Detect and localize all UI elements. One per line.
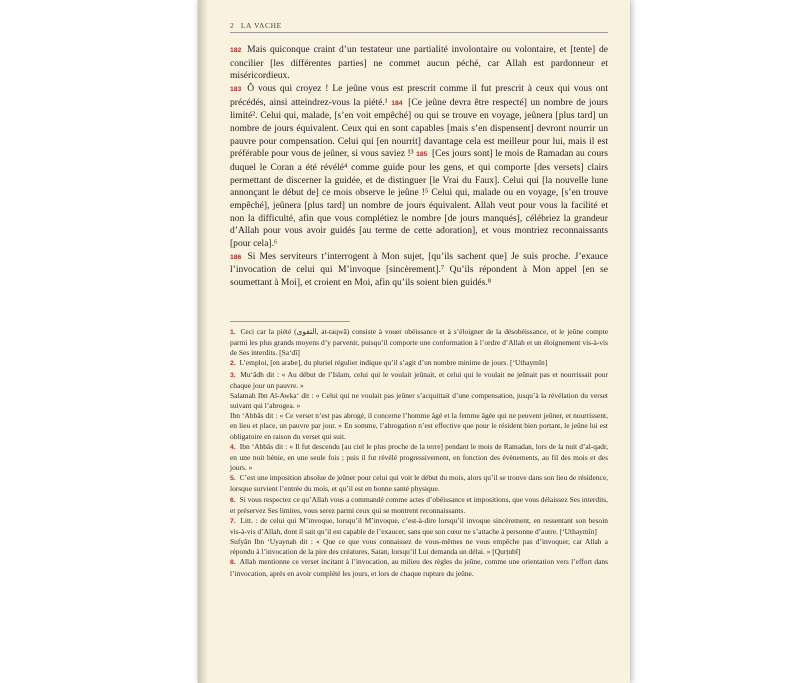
footnote-number: 2. bbox=[230, 360, 236, 368]
footnote-number: 7. bbox=[230, 517, 236, 525]
footnote-text: Ibn ‘Abbâs dit : « Ce verset n’est pas abrogé, il concerne l’homme âgé et la femme âgée qui ne peuvent jeûner, et nourrissent, en lieu et place, un pauvre par jour. » En somme, l’abrogation n’est effective que pour le résident bien portant, le jeûne lui est obligatoire en raison du verset qui suit. bbox=[230, 411, 608, 441]
verse-text bbox=[230, 44, 608, 289]
verse-body: [Ces jours sont] le mois de Ramadan au cours duquel le Coran a été révélé⁴ comme guide pour les gens, et qui comporte [des versets] clairs permettant de discerner la guidée, et de distinguer [le Vrai du Faux]. Celui qui [la nouvelle lune annonçant le début de] ce mois observe le jeûne !⁵ Celui qui, malade ou en voyage, [s’en trouve empêché], jeûnera [plus tard] un nombre de jours équivalent. Allah veut pour vous la facilité et non la difficulté, afin que vous complétiez le nombre [de jours manqués], célébriez la grandeur d’Allah pour vous avoir guidés [au terme de cette adoration], et vous montriez reconnaissants [pour cela].⁶ bbox=[230, 148, 609, 249]
verse-number: 185 bbox=[416, 151, 428, 159]
footnote bbox=[230, 473, 608, 494]
footnote-text: L’emploi, [en arabe], du pluriel régulier indique qu’il s’agit d’un nombre minime de jours. [‘Uthaymîn] bbox=[239, 358, 548, 368]
verse-body: [Ce jeûne devra être respecté] un nombre de jours limité². Celui qui, malade, [s’en voit empêché] ou qui se trouve en voyage, jeûnera [plus tard] un nombre de jours équivalent. Ceux qui en sont capables [mais s’en dispensent] devront nourrir un pauvre pour compensation. Celui qui [en nourrit] davantage cela est meilleur pour lui, mais il est préférable pour vous de jeûner, si vous saviez !³ bbox=[230, 96, 608, 160]
footnote bbox=[230, 537, 608, 557]
footnote bbox=[230, 358, 608, 369]
footnote-text: C’est une imposition absolue de jeûner pour celui qui voit le début du mois, alors qu’il se trouve dans son lieu de résidence, lorsque survient l’entrée du mois, et qu’il est en bonne santé physique. bbox=[230, 473, 609, 494]
footnote-number: 8. bbox=[230, 559, 236, 567]
verse-number: 183 bbox=[230, 85, 242, 93]
footnote-text: Mu‘âdh dit : « Au début de l’Islam, celui qui le voulait jeûnait, et celui qui le voulait ne jeûnait pas et nourrissait pour chaque jour un pauvre. » bbox=[230, 369, 608, 390]
footnote-rule bbox=[230, 321, 350, 322]
footnote bbox=[230, 516, 608, 537]
footnote-number: 1. bbox=[230, 329, 236, 336]
footnote-text: Allah mentionne ce verset incitant à l’invocation, au milieu des règles du jeûne, comme une orientation vers l’effort dans l’invocation, après en avoir complété les jours, et lors de chaque rupture du jeûne. bbox=[230, 557, 608, 578]
footnote bbox=[230, 495, 608, 516]
footnote bbox=[230, 370, 608, 391]
verse-paragraph bbox=[230, 251, 608, 290]
footnote-text: Ibn ‘Abbâs dit : « Il fut descendu [au ciel le plus proche de la terre] pendant le mois de Ramadan, lors de la nuit d’al-qadr, en une nuit bénie, en une seule fois ; puis il fut révélé progressivement, en fonction des évènements, au fil des mois et des jours. » bbox=[230, 441, 609, 473]
footnote-number: 6. bbox=[230, 496, 236, 504]
footnote-text: Salamah Ibn Al-Awka‘ dit : « Celui qui ne voulait pas jeûner s’acquittait d’une compensation, jusqu’à la révélation du verset suivant qui l’abrogea. » bbox=[230, 390, 608, 411]
verse-number: 186 bbox=[230, 253, 242, 261]
footnote-text: Si vous respectez ce qu’Allah vous a commandé comme actes d’obéissance et impositions, que vous délaissez Ses interdits, et préservez Ses limites, vous serez parmi ceux qui se montrent reconnaissants. bbox=[230, 494, 609, 515]
footnote bbox=[230, 557, 608, 578]
footnote-number: 4. bbox=[230, 443, 236, 451]
footnote bbox=[230, 411, 608, 441]
verse-paragraph bbox=[230, 44, 608, 83]
running-head bbox=[230, 21, 282, 30]
footnote bbox=[230, 391, 608, 411]
page-number: 2 bbox=[230, 21, 235, 30]
verse-body: Mais quiconque craint d’un testateur une partialité involontaire ou volontaire, et [tente] de concilier [les différentes parties] ne commet aucun péché, car Allah est pardonneur et miséricordieux. bbox=[230, 44, 608, 82]
footnote bbox=[230, 442, 608, 473]
footnotes bbox=[230, 327, 608, 579]
verse-number: 182 bbox=[230, 47, 242, 54]
footnote-text: Litt. : de celui qui M’invoque, lorsqu’il M’invoque, c’est-à-dire lorsqu’il invoque sincèrement, en ressentant son besoin vis-à-vis d’Allah, dont il sait qu’il est capable de l’exaucer, sans que son cœur ne s’attache à personne d’autre. [‘Uthaymîn] bbox=[230, 515, 609, 536]
footnote bbox=[230, 327, 608, 358]
footnote-text: Sufyân Ibn ‘Uyaynah dit : « Que ce que vous connaissez de vous-mêmes ne vous empêche pas d’invoquer, car Allah a répondu à l’invocation de la pire des créatures, Satan, lorsqu’il Lui demanda un délai. » [Qurṭubî] bbox=[230, 537, 608, 557]
chapter-title: LA VACHE bbox=[240, 21, 282, 30]
verse-paragraph bbox=[230, 83, 608, 251]
header-rule bbox=[230, 32, 608, 33]
footnote-number: 5. bbox=[230, 475, 236, 483]
verse-body: Ô vous qui croyez ! Le jeûne vous est prescrit comme il fut prescrit à ceux qui vous ont précédés, ainsi atteindrez-vous la piété.¹ bbox=[230, 82, 608, 108]
footnote-number: 3. bbox=[230, 371, 236, 379]
verse-number: 184 bbox=[391, 99, 403, 107]
footnote-text: Ceci car la piété (التقوى, at-taqwā) consiste à vouer obéissance et à s’éloigner de la désobéissance, et le jeûne compte parmi les plus grands moyens d’y parvenir, puisqu’il comporte une conformation à l’ordre d’Allah et un éloignement vis-à-vis de Ses interdits. [Sa‘dî] bbox=[230, 327, 608, 358]
verse-body: Si Mes serviteurs t’interrogent à Mon sujet, [qu’ils sachent que] Je suis proche. J’exauce l’invocation de celui qui M’invoque [sincèrement].⁷ Qu’ils répondent à Mon appel [en se soumettant à Moi], et croient en Moi, afin qu’ils soient bien guidés.⁸ bbox=[230, 250, 609, 288]
book-page bbox=[198, 0, 630, 683]
